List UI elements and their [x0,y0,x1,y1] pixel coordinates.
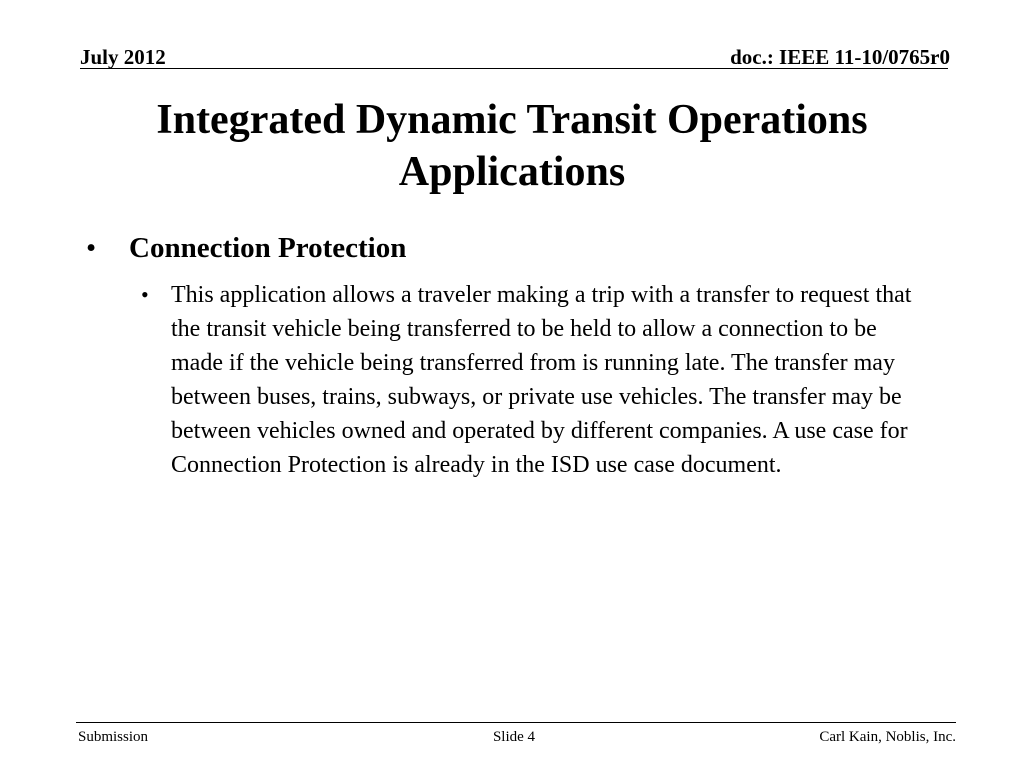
bullet-icon: • [141,282,149,307]
footer-slide-number: Slide 4 [492,729,536,745]
footer-submission: Submission [78,729,149,745]
bullet-level-1 [86,228,946,268]
header-date: July 2012 [80,45,166,69]
header-divider [80,68,948,69]
bullet-level-2-text: This application allows a traveler making a trip with a transfer to request that the transit vehicle being transferred to be held to allow a connection to be made if the vehicle being transferred from is running late. The transfer may between buses, trains, subways, or private use vehicles. The transfer may be between vehicles owned and operated by different companies. A use case for Connection Protection is already in the ISD use case document. [171,282,912,478]
footer-author: Carl Kain, Noblis, Inc. [819,729,956,745]
slide-header [80,44,952,70]
header-doc-id: doc.: IEEE 11-10/0765r0 [730,45,950,69]
slide-title: Integrated Dynamic Transit Operations Applications [156,97,868,195]
slide-body [86,228,946,482]
footer-divider [76,722,956,723]
bullet-icon: • [86,232,97,264]
bullet-level-1-text: Connection Protection [129,232,407,264]
bullet-level-2 [141,278,931,482]
